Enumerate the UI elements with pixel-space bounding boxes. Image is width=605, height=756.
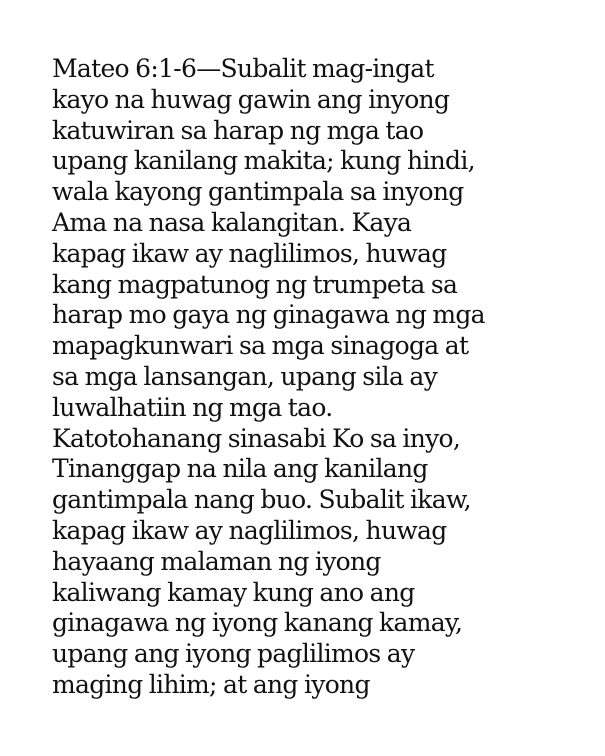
passage-line: katuwiran sa harap ng mga tao (52, 115, 424, 145)
passage-line: harap mo gaya ng ginagawa ng mga (52, 300, 485, 330)
passage-line: sa mga lansangan, upang sila ay (52, 361, 438, 391)
passage-line: upang kanilang makita; kung hindi, (52, 146, 475, 176)
passage-line: ginagawa ng iyong kanang kamay, (52, 608, 463, 638)
scripture-passage (52, 54, 592, 701)
passage-line: gantimpala nang buo. Subalit ikaw, (52, 485, 471, 515)
passage-line: Tinanggap na nila ang kanilang (52, 454, 428, 484)
passage-line: Mateo 6:1-6—Subalit mag-ingat (52, 54, 434, 83)
passage-line: kang magpatunog ng trumpeta sa (52, 269, 458, 299)
passage-line: Katotohanang sinasabi Ko sa inyo, (52, 423, 461, 453)
passage-line: kapag ikaw ay naglilimos, huwag (52, 238, 447, 268)
passage-line: mapagkunwari sa mga sinagoga at (52, 331, 469, 361)
passage-line: hayaang malaman ng iyong (52, 546, 381, 576)
passage-line: Ama na nasa kalangitan. Kaya (52, 207, 412, 237)
passage-line: upang ang iyong paglilimos ay (52, 639, 415, 669)
passage-line: luwalhatiin ng mga tao. (52, 392, 333, 422)
passage-line: kaliwang kamay kung ano ang (52, 577, 415, 607)
passage-line: wala kayong gantimpala sa inyong (52, 177, 464, 207)
passage-line: kayo na huwag gawin ang inyong (52, 84, 450, 114)
passage-line: maging lihim; at ang iyong (52, 669, 370, 699)
passage-line: kapag ikaw ay naglilimos, huwag (52, 515, 447, 545)
